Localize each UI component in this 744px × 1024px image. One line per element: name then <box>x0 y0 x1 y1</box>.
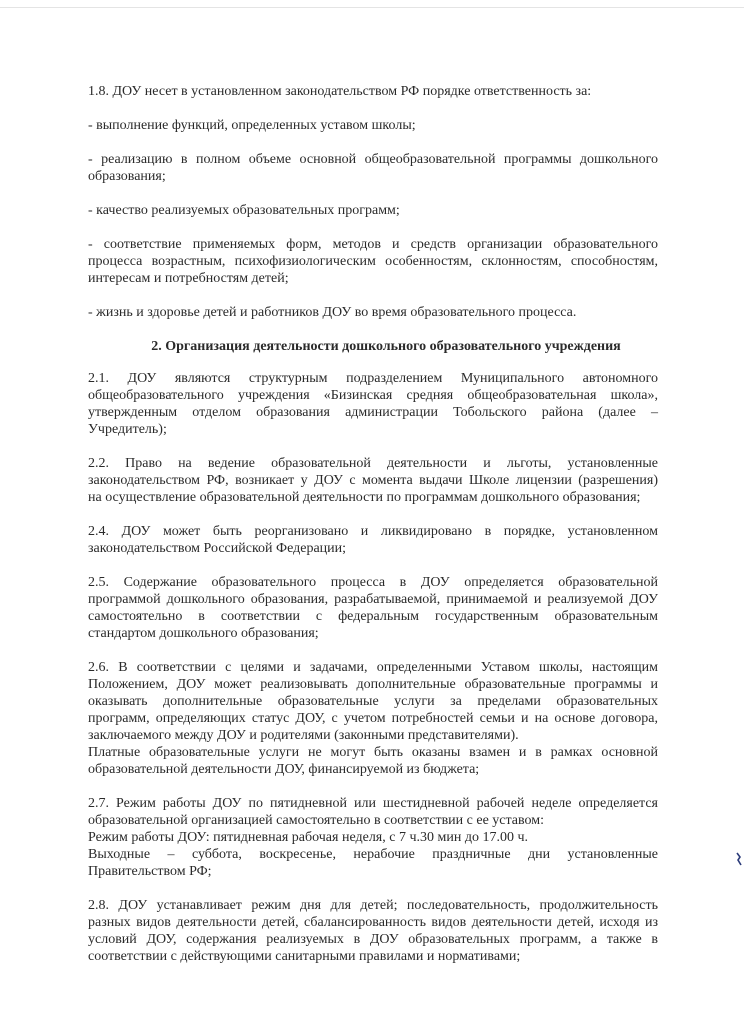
paragraph <box>88 370 658 438</box>
text-line: 2.4. ДОУ может быть реорганизовано и ликвидировано в порядке, установленном <box>88 524 658 539</box>
text-line: законодательством РФ, возникает у ДОУ с момента выдачи Школе лицензии (разрешения) <box>88 473 658 488</box>
text-line: общеобразовательного учреждения «Бизинская средняя общеобразовательная школа», <box>88 388 658 403</box>
text-line: Выходные – суббота, воскресенье, нерабочие праздничные дни установленные <box>88 847 658 862</box>
text-line: условий ДОУ, содержания реализуемых в ДОУ образовательных программ, а также в <box>88 932 658 947</box>
text-line: образовательной организацией самостоятельно в соответствии с ее уставом: <box>88 813 545 828</box>
paragraph <box>88 574 658 642</box>
text-line: программ, определяющих статус ДОУ, с учетом потребностей семьи и на основе договора, <box>88 711 658 726</box>
document-page <box>88 83 658 982</box>
text-line: образовательной деятельности ДОУ, финансируемой из бюджета; <box>88 762 480 777</box>
paragraph <box>88 795 658 880</box>
paragraph <box>88 236 658 287</box>
paragraph <box>88 151 658 185</box>
text-line: Положением, ДОУ может реализовывать дополнительные образовательные программы и <box>88 677 658 692</box>
text-line: Платные образовательные услуги не могут быть оказаны взамен и в рамках основной <box>88 745 658 760</box>
text-line: - жизнь и здоровье детей и работников ДОУ во время образовательного процесса. <box>88 305 577 320</box>
text-line: - качество реализуемых образовательных программ; <box>88 203 400 218</box>
text-line: 2.6. В соответствии с целями и задачами, определенными Уставом школы, настоящим <box>88 660 658 675</box>
paragraph <box>88 83 658 100</box>
paragraph <box>88 304 658 321</box>
text-line: образования; <box>88 169 166 184</box>
text-line: 2.7. Режим работы ДОУ по пятидневной или шестидневной рабочей неделе определяется <box>88 796 658 811</box>
text-line: оказывать дополнительные образовательные услуги за пределами образовательных <box>88 694 658 709</box>
text-line: соответствии с действующими санитарными правилами и нормативами; <box>88 949 521 964</box>
text-line: разных видов деятельности детей, сбалансированность видов деятельности детей, исходя из <box>88 915 658 930</box>
text-line: - соответствие применяемых форм, методов и средств организации образовательного <box>88 237 658 252</box>
scan-edge-line <box>0 7 744 8</box>
text-line: 2.1. ДОУ являются структурным подразделением Муниципального автономного <box>88 371 658 386</box>
text-line: - выполнение функций, определенных уставом школы; <box>88 118 416 133</box>
text-line: Учредитель); <box>88 422 167 437</box>
text-line: 2.8. ДОУ устанавливает режим дня для детей; последовательность, продолжительность <box>88 898 658 913</box>
section-heading: 2. Организация деятельности дошкольного образовательного учреждения <box>151 339 621 354</box>
text-line: стандартом дошкольного образования; <box>88 626 319 641</box>
text-line: 1.8. ДОУ несет в установленном законодательством РФ порядке ответственность за: <box>88 84 592 99</box>
paragraph <box>88 897 658 965</box>
text-line: 2.2. Право на ведение образовательной деятельности и льготы, установленные <box>88 456 658 471</box>
text-line: - реализацию в полном объеме основной общеобразовательной программы дошкольного <box>88 152 658 167</box>
text-line: программой дошкольного образования, разрабатываемой, принимаемой и реализуемой ДОУ <box>88 592 658 607</box>
text-line: Правительством РФ; <box>88 864 212 879</box>
text-line: Режим работы ДОУ: пятидневная рабочая неделя, с 7 ч.30 мин до 17.00 ч. <box>88 830 529 845</box>
paragraph <box>88 455 658 506</box>
text-line: утвержденным отделом образования администрации Тобольского района (далее – <box>88 405 658 420</box>
text-line: на осуществление образовательной деятельности по программам дошкольного образования; <box>88 490 641 505</box>
paragraph <box>88 202 658 219</box>
paragraph <box>88 523 658 557</box>
text-line: законодательством Российской Федерации; <box>88 541 347 556</box>
paragraph <box>88 117 658 134</box>
ink-mark-icon <box>736 852 742 866</box>
text-line: заключаемого между ДОУ и родителями (законными представителями). <box>88 728 519 743</box>
text-line: интересам и потребностям детей; <box>88 271 289 286</box>
text-line: самостоятельно в соответствии с федеральным государственным образовательным <box>88 609 658 624</box>
text-line: процесса возрастным, психофизиологическим особенностям, склонностям, способностям, <box>88 254 658 269</box>
text-line: 2.5. Содержание образовательного процесса в ДОУ определяется образовательной <box>88 575 658 590</box>
paragraph <box>88 659 658 778</box>
